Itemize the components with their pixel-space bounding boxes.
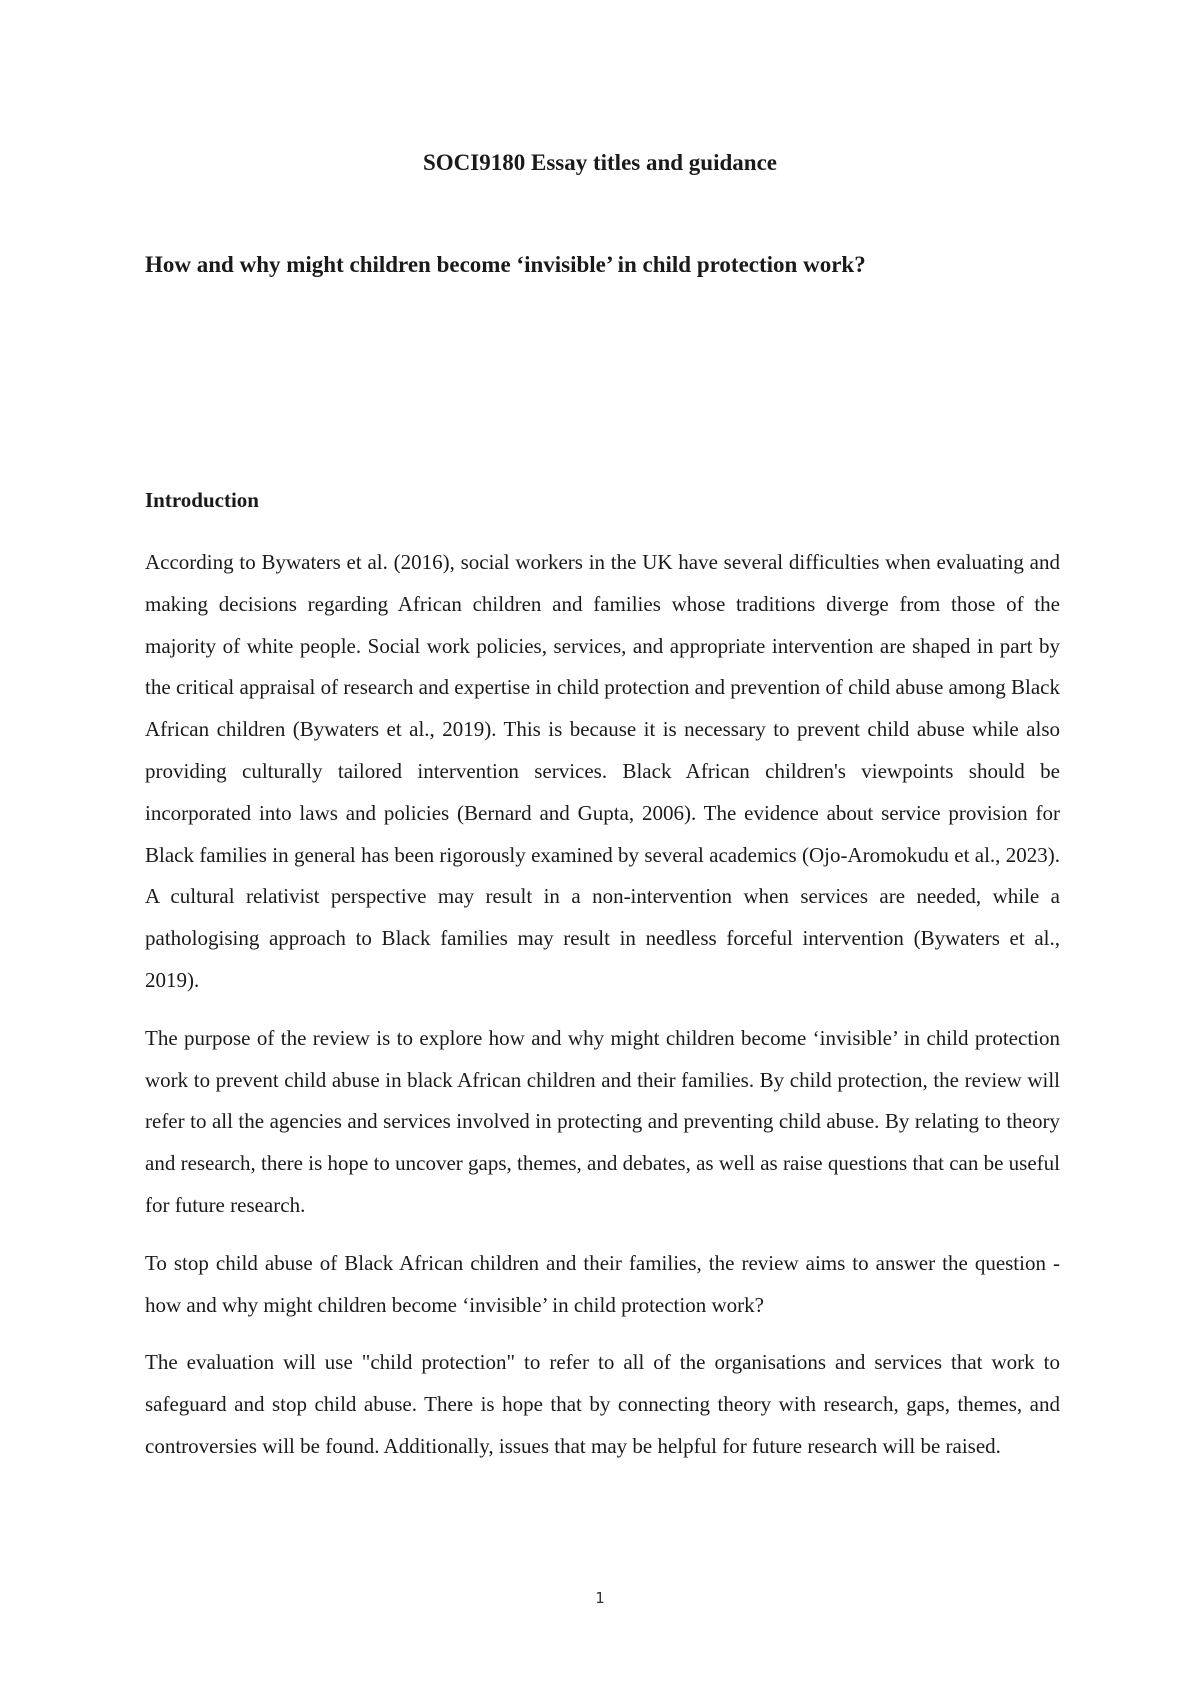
section-heading-introduction: Introduction xyxy=(145,488,259,512)
paragraph: According to Bywaters et al. (2016), social workers in the UK have several difficulties when evaluating and making decisions regarding African children and families whose traditions diverge from those of the majority of white people. Social work policies, services, and appropriate intervention are shaped in part by the critical appraisal of research and expertise in child protection and prevention of child abuse among Black African children (Bywaters et al., 2019). This is because it is necessary to prevent child abuse while also providing culturally tailored intervention services. Black African children's viewpoints should be incorporated into laws and policies (Bernard and Gupta, 2006). The evidence about service provision for Black families in general has been rigorously examined by several academics (Ojo-Aromokudu et al., 2023). A cultural relativist perspective may result in a non-intervention when services are needed, while a pathologising approach to Black families may result in needless forceful intervention (Bywaters et al., 2019). xyxy=(145,550,1060,992)
introduction-body xyxy=(145,542,1060,1484)
essay-question: How and why might children become ‘invisible’ in child protection work? xyxy=(145,252,866,277)
paragraph: To stop child abuse of Black African children and their families, the review aims to answer the question - how and why might children become ‘invisible’ in child protection work? xyxy=(145,1250,1060,1317)
paragraph: The evaluation will use "child protection" to refer to all of the organisations and services that work to safeguard and stop child abuse. There is hope that by connecting theory with research, gaps, themes, and controversies will be found. Additionally, issues that may be helpful for future research will be raised. xyxy=(145,1350,1060,1458)
paragraph: The purpose of the review is to explore how and why might children become ‘invisible’ in child protection work to prevent child abuse in black African children and their families. By child protection, the review will refer to all the agencies and services involved in protecting and preventing child abuse. By relating to theory and research, there is hope to uncover gaps, themes, and debates, as well as raise questions that can be useful for future research. xyxy=(145,1025,1060,1217)
document-title: SOCI9180 Essay titles and guidance xyxy=(422,150,777,175)
page-number: 1 xyxy=(595,1589,605,1607)
